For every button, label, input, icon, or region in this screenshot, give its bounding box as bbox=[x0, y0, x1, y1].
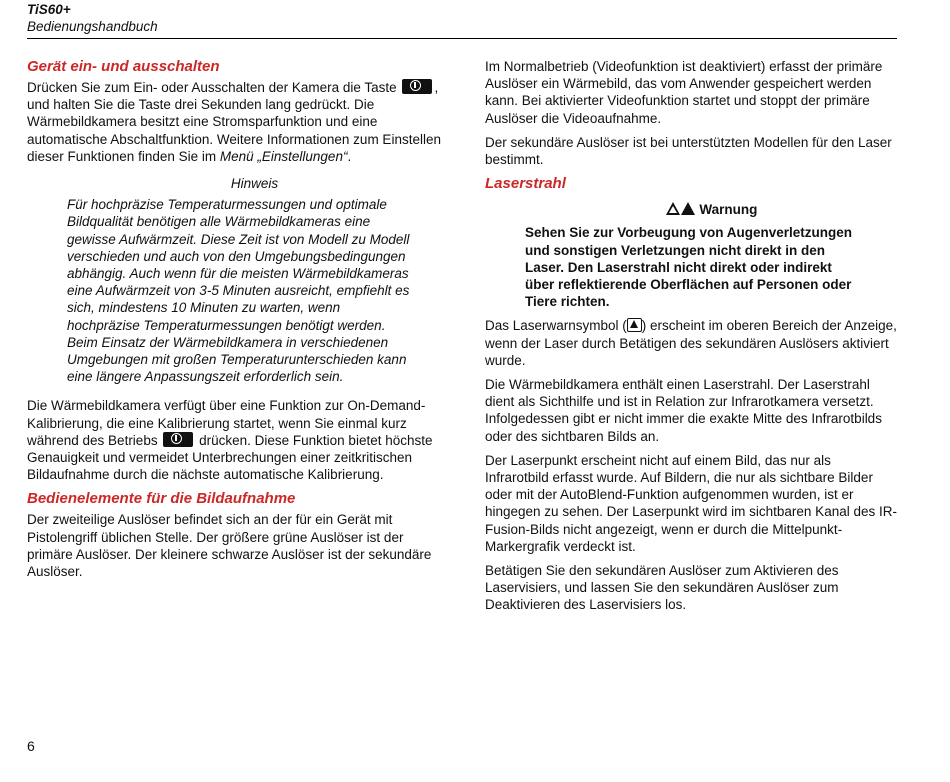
text: . bbox=[347, 148, 352, 164]
page-header bbox=[27, 2, 897, 35]
section-title-laser: Laserstrahl bbox=[485, 175, 566, 193]
paragraph-laser-offset: Die Wärmebildkamera enthält einen Laserstrahl. Der Laserstrahl dient als Sichthilfe und ist in Relation zur Infrarotkamera versetzt. Infolgedessen gibt er nicht immer die exakte Mitte des Infrarotbilds oder des sichtbaren Bilds an. bbox=[485, 377, 882, 444]
text: Drücken Sie zum Ein- oder Ausschalten der Kamera die Taste bbox=[27, 80, 397, 95]
paragraph-laser-activate: Betätigen Sie den sekundären Auslöser zum Aktivieren des Laservisiers, und lassen Sie den sekundären Auslöser zum Deaktivieren des Laservisiers los. bbox=[485, 563, 839, 613]
text: Das Laserwarnsymbol ( bbox=[485, 318, 627, 334]
paragraph-trigger: Der zweiteilige Auslöser befindet sich an der für ein Gerät mit Pistolengriff üblichen Stelle. Der größere grüne Auslöser ist der primäre Auslöser. Der kleinere schwarze Auslöser ist der sekundäre Auslöser. bbox=[27, 512, 432, 580]
warning-text: Sehen Sie zur Vorbeugung von Augenverletzungen und sonstigen Verletzungen nicht direkt in den Laser. Den Laserstrahl nicht direkt oder indirekt über reflektierende Oberflächen auf Personen oder Tiere richten. bbox=[525, 225, 853, 310]
text: , und halten Sie die Taste drei Sekunden lang gedrückt. Die Wärmebildkamera besitzt eine Stromsparfunktion und eine automatische Abschaltfunktion. Weitere Informationen zum Einstellen dieser Funktionen finden Sie im bbox=[27, 80, 441, 164]
text: ) erscheint im oberen Bereich der Anzeige, wenn der Laser durch Betätigen des sekundären Auslösers aktiviert wurde. bbox=[485, 318, 897, 368]
warning-triangle-icon bbox=[666, 202, 680, 215]
laser-warning-icon bbox=[627, 318, 642, 332]
text: Die Wärmebildkamera verfügt über eine Funktion zur On-Demand-Kalibrierung, die eine Kalibrierung startet, wenn Sie einmal kurz während des Betriebs bbox=[27, 398, 426, 448]
laser-triangle-icon bbox=[681, 202, 695, 215]
paragraph-laser-point: Der Laserpunkt erscheint nicht auf einem Bild, das nur als Infrarotbild erfasst wurde. Auf Bildern, die nur als sichtbare Bilder oder mit der AutoBlend-Funktion aufgenommen wurden, ist er hingegen zu sehen. Der Laserpunkt wird im sichtbaren Kanal des IR-Fusion-Bilds nicht angezeigt, wenn er durch die Mittelpunkt-Markergrafik verdeckt ist. bbox=[485, 452, 897, 554]
warning-heading bbox=[485, 201, 898, 218]
section-title-power: Gerät ein- und ausschalten bbox=[27, 58, 220, 75]
paragraph-laser-symbol bbox=[485, 317, 898, 369]
document-title: Bedienungshandbuch bbox=[27, 19, 158, 34]
note-title: Hinweis bbox=[230, 176, 279, 192]
paragraph-secondary-trigger: Der sekundäre Auslöser ist bei unterstützten Modellen für den Laser bestimmt. bbox=[485, 134, 892, 168]
power-button-icon bbox=[402, 79, 432, 94]
note-text: Für hochpräzise Temperaturmessungen und optimale Bildqualität benötigen alle Wärmebildkameras eine gewisse Aufwärmzeit. Diese Zeit ist von Modell zu Modell verschieden und auch von den Umgebungsbedingungen abhängig. Auch wenn für die meisten Wärmebildkameras eine Aufwärmzeit von 3-5 Minuten ausreicht, empfiehlt es sich, mindestens 10 Minuten zu warten, wenn hochpräzise Temperaturmessungen benötigt werden. Beim Einsatz der Wärmebildkamera in verschiedenen Umgebungen mit großen Temperaturunterschieden kann eine längere Anpassungszeit erforderlich sein. bbox=[67, 197, 410, 385]
power-button-icon bbox=[163, 432, 193, 447]
paragraph-power-on-off bbox=[27, 79, 442, 165]
left-column bbox=[27, 58, 442, 587]
paragraph-normal-mode: Im Normalbetrieb (Videofunktion ist deaktiviert) erfasst der primäre Auslöser ein Wärmebild, das vom Anwender gespeichert werden kann. Bei aktivierter Videofunktion startet und stoppt der primäre Auslöser die Videoaufnahme. bbox=[485, 59, 883, 126]
model-name: TiS60+ bbox=[27, 2, 71, 17]
paragraph-calibration bbox=[27, 397, 442, 483]
menu-reference: Menü „Einstellungen“ bbox=[219, 148, 348, 164]
warning-title: Warnung bbox=[699, 202, 758, 218]
section-title-controls: Bedienelemente für die Bildaufnahme bbox=[27, 490, 296, 508]
text: drücken. Diese Funktion bietet höchste Genauigkeit und vermeidet Unterbrechungen einer zeitkritischen Bildaufnahme durch die nächste automatische Kalibrierung. bbox=[27, 432, 433, 483]
header-divider bbox=[27, 38, 897, 39]
page-number: 6 bbox=[27, 738, 35, 754]
right-column bbox=[485, 58, 898, 621]
